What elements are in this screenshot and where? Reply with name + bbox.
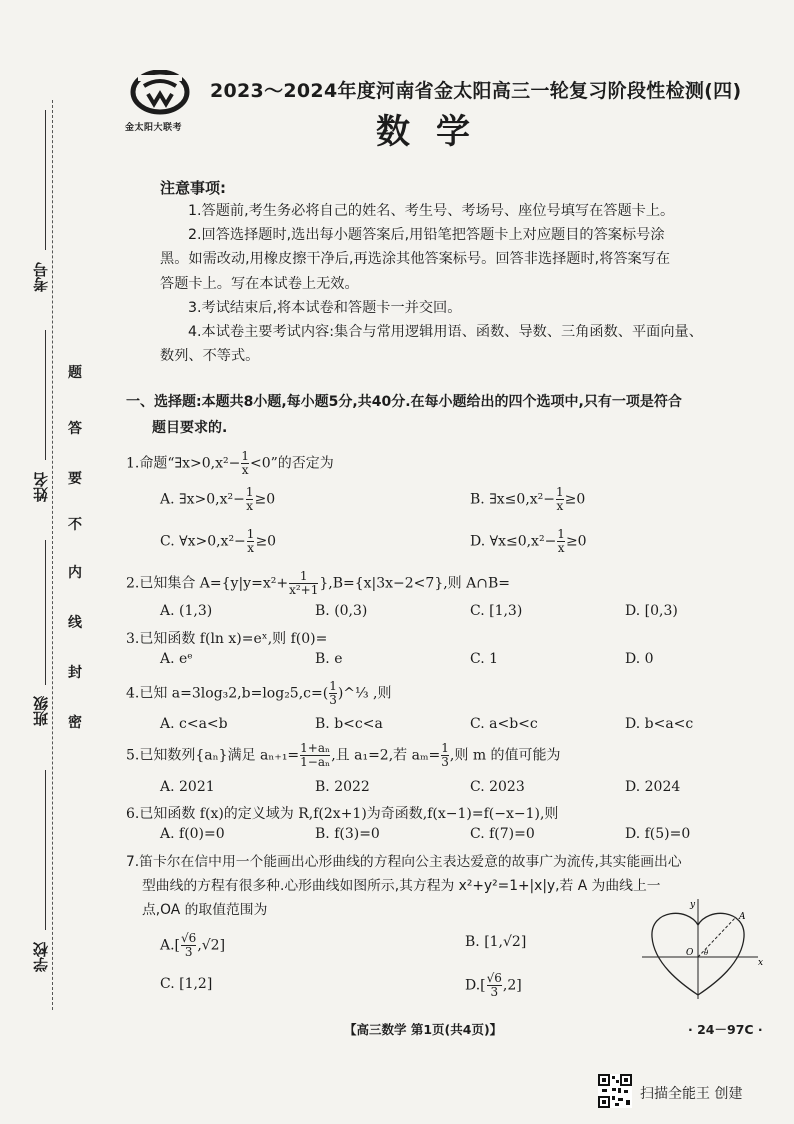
section-heading: [126, 389, 776, 441]
note-line: 4.本试卷主要考试内容:集合与常用逻辑用语、函数、导数、三角函数、平面向量、: [188, 324, 703, 340]
qr-code-icon: [598, 1074, 632, 1108]
frac-num: 1: [556, 485, 564, 499]
q1-option-b[interactable]: [470, 486, 585, 513]
q7-option-d[interactable]: [465, 972, 522, 999]
page-footer-code: · 24－97C ·: [688, 1022, 763, 1037]
q2-option-b[interactable]: B. (0,3): [315, 603, 368, 619]
q4-option-b[interactable]: B. b<c<a: [315, 716, 383, 732]
fig-point-a-label: A: [739, 912, 746, 922]
frac-num: 1: [246, 527, 255, 541]
seal-word: 要: [68, 471, 82, 487]
heart-curve-figure: [640, 895, 765, 1000]
seal-word: 封: [68, 665, 82, 681]
q4-option-a[interactable]: A. c<a<b: [160, 716, 228, 732]
q1-option-c[interactable]: [160, 528, 276, 555]
q7-option-c[interactable]: C. [1,2]: [160, 976, 213, 992]
q4-stem-a: 4.已知 a=3log₃2,b=log₂5,c=(: [126, 685, 329, 702]
opt-text: C. ∀x>0,x²−: [160, 533, 246, 550]
frac-den: 1−aₙ: [300, 755, 331, 769]
exam-title: 2023～2024年度河南省金太阳高三一轮复习阶段性检测(四): [210, 80, 742, 102]
q7-option-a[interactable]: [160, 932, 225, 959]
label-xuexiao: 学校: [32, 942, 50, 972]
logo-text: 金太阳大联考: [125, 123, 183, 133]
opt-fraction: [487, 972, 502, 999]
note-line: 2.回答选择题时,选出每小题答案后,用铅笔把答题卡上对应题目的答案标号涂: [188, 227, 665, 243]
seal-word: 线: [68, 615, 82, 631]
frac-den: x: [246, 499, 254, 513]
page-footer-center: 【高三数学 第1页(共4页)】: [344, 1022, 503, 1037]
question-4: [126, 680, 392, 707]
q5-stem-c: ,则 m 的值可能为: [449, 747, 561, 764]
fig-theta-label: θ: [704, 949, 709, 957]
q2-stem-a: 2.已知集合 A={y|y=x²+: [126, 575, 289, 592]
q1-option-d[interactable]: [470, 528, 587, 555]
q5-fraction-2: [441, 742, 449, 769]
frac-num: 1: [241, 449, 249, 463]
frac-den: x: [557, 541, 565, 555]
opt-text: A. ∃x>0,x²−: [160, 491, 245, 508]
subject-title: 数学: [376, 112, 496, 152]
opt-text: A.[: [160, 937, 181, 954]
q6-option-b[interactable]: B. f(3)=0: [315, 826, 380, 842]
frac-num: √6: [486, 971, 502, 985]
question-5: [126, 742, 561, 769]
fig-y-label: y: [690, 900, 696, 910]
frac-num: 1+aₙ: [300, 741, 331, 755]
q1-option-a[interactable]: [160, 486, 275, 513]
q2-option-c[interactable]: C. [1,3): [470, 603, 523, 619]
q5-option-a[interactable]: A. 2021: [160, 779, 215, 795]
opt-text: ,√2]: [197, 937, 226, 954]
q4-option-d[interactable]: D. b<a<c: [625, 716, 694, 732]
q3-option-a[interactable]: A. eᵉ: [160, 651, 193, 667]
question-3: 3.已知函数 f(ln x)=eˣ,则 f(0)=: [126, 631, 328, 647]
note-line: 1.答题前,考生务必将自己的姓名、考生号、考场号、座位号填写在答题卡上。: [188, 203, 675, 219]
frac-den: x: [247, 541, 254, 555]
frac-den: x²+1: [289, 583, 319, 597]
question-7-line3: 点,OA 的取值范围为: [142, 902, 268, 918]
q6-option-a[interactable]: A. f(0)=0: [160, 826, 225, 842]
q3-option-c[interactable]: C. 1: [470, 651, 499, 667]
q5-stem-b: ,且 a₁=2,若 aₘ=: [331, 747, 441, 764]
scanner-watermark-text: 扫描全能王 创建: [640, 1086, 743, 1102]
opt-text: B. ∃x≤0,x²−: [470, 491, 556, 508]
note-line: 黑。如需改动,用橡皮擦干净后,再选涂其他答案标号。回答非选择题时,将答案写在: [160, 251, 671, 267]
label-banji: 班级: [32, 696, 50, 726]
binding-dashed-line: [52, 100, 53, 1010]
q2-option-a[interactable]: A. (1,3): [160, 603, 213, 619]
opt-tail: ≥0: [564, 491, 586, 508]
banji-fill-line: [45, 540, 46, 685]
frac-den: 3: [487, 985, 502, 999]
q4-option-c[interactable]: C. a<b<c: [470, 716, 538, 732]
section-heading-line2: 题目要求的.: [152, 420, 228, 436]
q3-option-b[interactable]: B. e: [315, 651, 343, 667]
seal-word: 内: [68, 565, 82, 581]
frac-den: x: [556, 499, 564, 513]
frac-num: 1: [557, 527, 565, 541]
note-line: 数列、不等式。: [160, 348, 260, 364]
q5-fraction-1: [300, 742, 330, 769]
opt-fraction: [247, 528, 255, 555]
seal-word: 题: [68, 365, 82, 381]
opt-text: D.[: [465, 977, 486, 994]
opt-fraction: [181, 932, 196, 959]
q4-stem-b: )^⅓ ,则: [337, 685, 392, 702]
q2-stem-b: },B={x|3x−2<7},则 A∩B=: [319, 575, 510, 592]
question-1: [126, 450, 334, 477]
opt-tail: ≥0: [254, 491, 276, 508]
question-7-line1: 7.笛卡尔在信中用一个能画出心形曲线的方程向公主表达爱意的故事广为流传,其实能画出心: [126, 854, 682, 870]
seal-word: 不: [68, 517, 82, 533]
frac-num: 1: [299, 569, 308, 583]
seal-word: 答: [68, 421, 82, 437]
q3-option-d[interactable]: D. 0: [625, 651, 654, 667]
opt-text: D. ∀x≤0,x²−: [470, 533, 557, 550]
fig-x-label: x: [758, 958, 764, 968]
label-kaohao: 考号: [32, 262, 50, 292]
frac-num: 1: [329, 679, 337, 693]
q1-stem-b: x>0,x²−: [182, 455, 241, 472]
q6-option-c[interactable]: C. f(7)=0: [470, 826, 535, 842]
frac-num: 1: [441, 741, 449, 755]
q5-option-c[interactable]: C. 2023: [470, 779, 525, 795]
frac-den: 3: [181, 945, 196, 959]
frac-den: 3: [441, 755, 449, 769]
question-7-line2: 型曲线的方程有很多种.心形曲线如图所示,其方程为 x²+y²=1+|x|y,若 A 为曲线上一: [142, 878, 661, 894]
kaohao-fill-line: [45, 110, 46, 250]
opt-fraction: [556, 486, 564, 513]
fig-origin-label: O: [686, 948, 694, 958]
xuexiao-fill-line: [45, 770, 46, 930]
frac-num: √6: [181, 931, 197, 945]
note-line: 3.考试结束后,将本试卷和答题卡一并交回。: [188, 300, 462, 316]
q5-option-d[interactable]: D. 2024: [625, 779, 681, 795]
opt-fraction: [246, 486, 254, 513]
question-6: 6.已知函数 f(x)的定义域为 R,f(2x+1)为奇函数,f(x−1)=f(−x−1),则: [126, 806, 559, 822]
frac-den: 3: [329, 693, 337, 707]
q4-fraction: [329, 680, 337, 707]
q5-option-b[interactable]: B. 2022: [315, 779, 370, 795]
q1-stem-a: 1.命题“∃: [126, 455, 183, 472]
q7-option-b[interactable]: B. [1,√2]: [465, 934, 527, 950]
q1-stem-c: <0”的否定为: [249, 455, 334, 472]
exam-logo-icon: [130, 70, 190, 116]
opt-tail: ≥0: [255, 533, 277, 550]
section-heading-line1: 一、选择题:本题共8小题,每小题5分,共40分.在每小题给出的四个选项中,只有一项是符合: [126, 394, 682, 410]
seal-word: 密: [68, 715, 82, 731]
q6-option-d[interactable]: D. f(5)=0: [625, 826, 691, 842]
q2-option-d[interactable]: D. [0,3): [625, 603, 678, 619]
opt-fraction: [557, 528, 565, 555]
question-2: [126, 570, 510, 597]
q5-stem-a: 5.已知数列{aₙ}满足 aₙ₊₁=: [126, 747, 300, 764]
opt-tail: ≥0: [565, 533, 587, 550]
opt-text: ,2]: [502, 977, 522, 994]
frac-num: 1: [245, 485, 254, 499]
q2-fraction: [289, 570, 318, 597]
q1-fraction: [241, 450, 249, 477]
notes-title: 注意事项:: [160, 179, 226, 197]
frac-den: x: [241, 463, 249, 477]
xingming-fill-line: [45, 330, 46, 460]
note-line: 答题卡上。写在本试卷上无效。: [160, 276, 359, 292]
label-xingming: 姓名: [32, 472, 50, 502]
